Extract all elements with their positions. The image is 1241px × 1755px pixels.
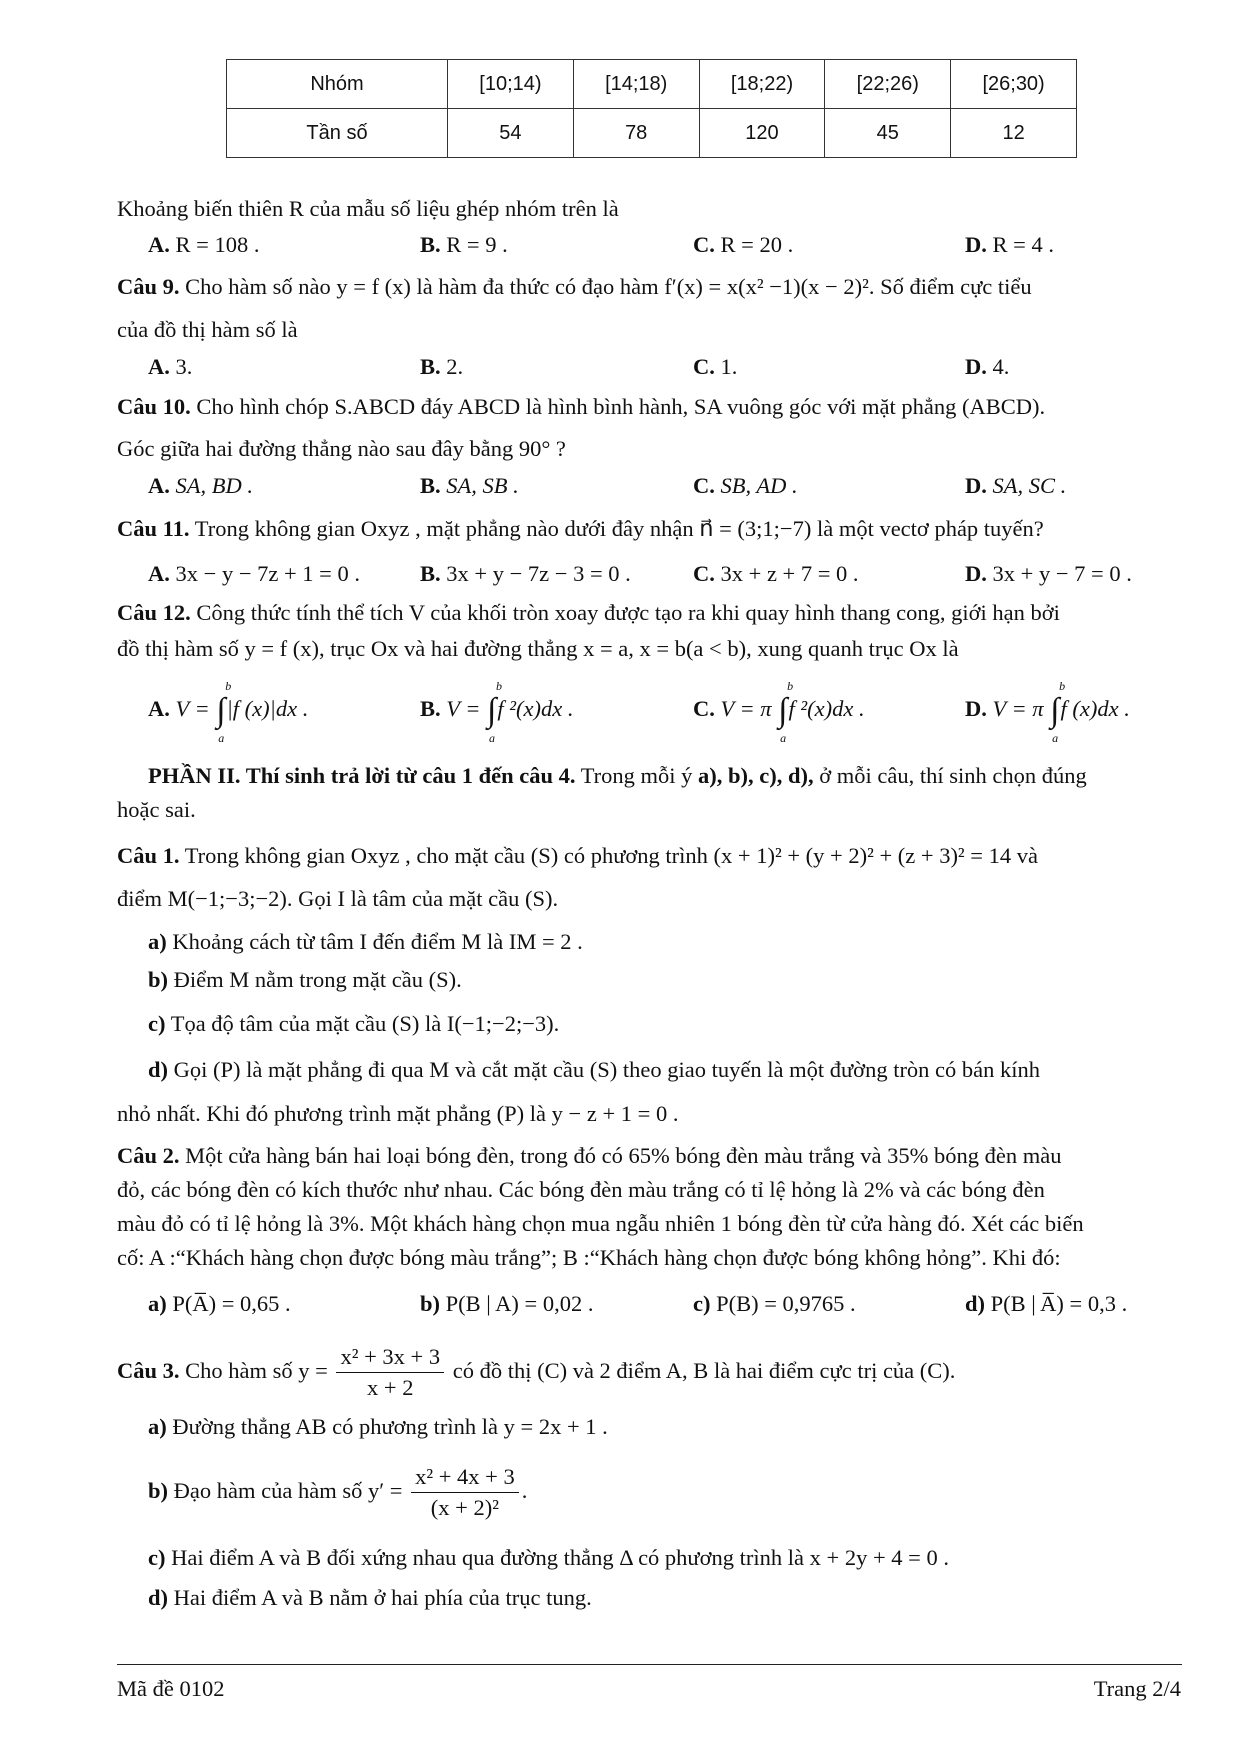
- q9-line1: Câu 9. Cho hàm số nào y = f (x) là hàm đa thức có đạo hàm f′(x) = x(x² −1)(x − 2)². Số điểm cực tiểu: [117, 274, 1032, 299]
- q11-option-b: B. 3x + y − 7z − 3 = 0 .: [420, 561, 631, 586]
- fraction: $\frac{\text{x² + 4x + 3}}{\text{(x + 2)²}}$: [411, 1462, 519, 1524]
- q8-option-d: D. R = 4 .: [965, 232, 1054, 257]
- table-row-label: Tần số: [227, 109, 448, 158]
- q11-option-d: D. 3x + y − 7 = 0 .: [965, 561, 1132, 586]
- footer-divider: [117, 1664, 1182, 1665]
- c2-item-d: d) P(B | A̅) = 0,3 .: [965, 1291, 1128, 1316]
- table-cell: [10;14): [448, 60, 574, 109]
- q9-option-c: C. 1.: [693, 354, 738, 379]
- c1-item-c: c) Tọa độ tâm của mặt cầu (S) là I(−1;−2;−3).: [148, 1011, 560, 1036]
- q11-option-c: C. 3x + z + 7 = 0 .: [693, 561, 859, 586]
- c3-item-b: b) Đạo hàm của hàm số y′ = $\frac{\text{x² + 4x + 3}}{\text{(x + 2)²}}$ .: [148, 1462, 527, 1524]
- q9-option-d: D. 4.: [965, 354, 1010, 379]
- table-row: [227, 60, 1077, 109]
- c3-item-d: d) Hai điểm A và B nằm ở hai phía của trục tung.: [148, 1585, 592, 1610]
- c3-item-c: c) Hai điểm A và B đối xứng nhau qua đường thẳng Δ có phương trình là x + 2y + 4 = 0 .: [148, 1545, 949, 1570]
- q12-line1: Câu 12. Công thức tính thể tích V của khối tròn xoay được tạo ra khi quay hình thang cong, giới hạn bởi: [117, 600, 1060, 625]
- q10-line2: Góc giữa hai đường thẳng nào sau đây bằng 90° ?: [117, 436, 566, 461]
- table-cell: [26;30): [951, 60, 1077, 109]
- fraction: $\frac{\text{x² + 3x + 3}}{x + 2}$: [336, 1342, 444, 1404]
- q10-option-d: D. SA, SC .: [965, 473, 1067, 498]
- table-cell: 45: [825, 109, 951, 158]
- part2-line2: hoặc sai.: [117, 797, 196, 822]
- table-cell: [14;18): [573, 60, 699, 109]
- q10-option-b: B. SA, SB .: [420, 473, 519, 498]
- c2-item-c: c) P(B) = 0,9765 .: [693, 1291, 856, 1316]
- c1-line2: điểm M(−1;−3;−2). Gọi I là tâm của mặt cầu (S).: [117, 886, 559, 911]
- c1-line1: Câu 1. Trong không gian Oxyz , cho mặt cầu (S) có phương trình (x + 1)² + (y + 2)² + (z + 3)² = 14 và: [117, 843, 1038, 868]
- integral-sign: ∫ b a: [778, 679, 794, 745]
- q10-option-a: A. SA, BD .: [148, 473, 253, 498]
- table-cell: [18;22): [699, 60, 825, 109]
- integral-sign: ∫ b a: [487, 679, 503, 745]
- c1-item-d: d) Gọi (P) là mặt phẳng đi qua M và cắt mặt cầu (S) theo giao tuyến là một đường tròn có bán kính: [148, 1057, 1041, 1082]
- q10-line1: Câu 10. Cho hình chóp S.ABCD đáy ABCD là hình bình hành, SA vuông góc với mặt phẳng (ABCD).: [117, 394, 1046, 419]
- table-cell: 120: [699, 109, 825, 158]
- q11-option-a: A. 3x − y − 7z + 1 = 0 .: [148, 561, 360, 586]
- table-cell: [22;26): [825, 60, 951, 109]
- table-row: [227, 109, 1077, 158]
- q12-option-c: C. V = π ∫ b a f ²(x)dx .: [693, 679, 865, 745]
- table-cell: 54: [448, 109, 574, 158]
- table-header-label: Nhóm: [227, 60, 448, 109]
- q9-option-b: B. 2.: [420, 354, 464, 379]
- part2-heading: PHẦN II. Thí sinh trả lời từ câu 1 đến câu 4. Trong mỗi ý a), b), c), d), ở mỗi câu, thí sinh chọn đúng: [148, 763, 1087, 788]
- c2-line1: Câu 2. Một cửa hàng bán hai loại bóng đèn, trong đó có 65% bóng đèn màu trắng và 35% bóng đèn màu: [117, 1143, 1062, 1168]
- q10-option-c: C. SB, AD .: [693, 473, 798, 498]
- footer-page-number: Trang 2/4: [1093, 1676, 1181, 1701]
- c2-line3: màu đỏ có tỉ lệ hỏng là 3%. Một khách hàng chọn mua ngẫu nhiên 1 bóng đèn từ cửa hàng đó. Xét các biến: [117, 1211, 1084, 1236]
- integral-sign: ∫ b a: [1050, 679, 1066, 745]
- footer-exam-code: Mã đề 0102: [117, 1676, 225, 1701]
- q9-line2: của đồ thị hàm số là: [117, 317, 298, 342]
- q9-option-a: A. 3.: [148, 354, 193, 379]
- q12-option-a: A. V = ∫ b a |f (x)|dx .: [148, 679, 309, 745]
- table-cell: 78: [573, 109, 699, 158]
- q12-option-b: B. V = ∫ b a f ²(x)dx .: [420, 679, 574, 745]
- q11-line1: Câu 11. Trong không gian Oxyz , mặt phẳng nào dưới đây nhận n⃗ = (3;1;−7) là một vectơ pháp tuyến?: [117, 516, 1044, 541]
- q12-option-d: D. V = π ∫ b a f (x)dx .: [965, 679, 1130, 745]
- c2-item-b: b) P(B | A) = 0,02 .: [420, 1291, 594, 1316]
- c3-item-a: a) Đường thẳng AB có phương trình là y = 2x + 1 .: [148, 1414, 608, 1439]
- frequency-table: [226, 59, 1077, 158]
- integral-sign: ∫ b a: [216, 679, 232, 745]
- q8-option-a: A. R = 108 .: [148, 232, 260, 257]
- c3-line1: Câu 3. Cho hàm số y = $\frac{\text{x² + 3x + 3}}{x + 2}$ có đồ thị (C) và 2 điểm A, B là hai điểm cực trị của (C).: [117, 1342, 955, 1404]
- c2-line2: đỏ, các bóng đèn có kích thước như nhau. Các bóng đèn màu trắng có tỉ lệ hỏng là 2% và các bóng đèn: [117, 1177, 1045, 1202]
- c2-line4: cố: A :“Khách hàng chọn được bóng màu trắng”; B :“Khách hàng chọn được bóng không hỏng”. Khi đó:: [117, 1245, 1061, 1270]
- q8-stem: Khoảng biến thiên R của mẫu số liệu ghép nhóm trên là: [117, 196, 619, 221]
- c1-item-a: a) Khoảng cách từ tâm I đến điểm M là IM = 2 .: [148, 929, 583, 954]
- c2-item-a: a) P(A̅) = 0,65 .: [148, 1291, 291, 1316]
- q12-line2: đồ thị hàm số y = f (x), trục Ox và hai đường thẳng x = a, x = b(a < b), xung quanh trục Ox là: [117, 636, 959, 661]
- q8-option-b: B. R = 9 .: [420, 232, 508, 257]
- q8-option-c: C. R = 20 .: [693, 232, 794, 257]
- table-cell: 12: [951, 109, 1077, 158]
- c1-item-b: b) Điểm M nằm trong mặt cầu (S).: [148, 967, 462, 992]
- c1-item-d-line2: nhỏ nhất. Khi đó phương trình mặt phẳng (P) là y − z + 1 = 0 .: [117, 1101, 679, 1126]
